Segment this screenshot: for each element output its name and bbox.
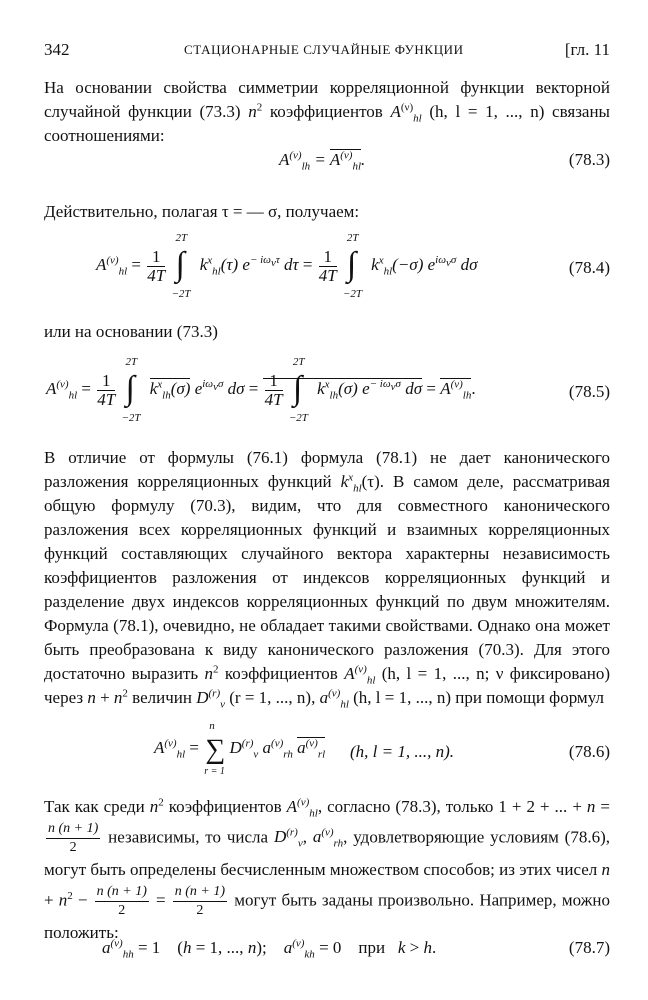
equation-number: (78.6) (568, 742, 610, 761)
running-header (44, 40, 610, 62)
page-number: 342 (44, 40, 70, 59)
equation-78-4: $A^{(\nu)}_{hl}$ = $\frac{1}{4T}$ 2T ∫ −2T $k^x_{hl}(\tau)$ $e^{- i\omega_\nu\tau}$ dτ = $\frac{1}{4T}$ 2T ∫ −2T $k^x_{hl}(-\sigma)$ $e^{i\omega_\nu\sigma}$ dσ (78.4) (96, 232, 610, 300)
book-page (44, 0, 610, 1000)
equation-number: (78.3) (568, 150, 610, 169)
chapter-label: [гл. 11 (564, 40, 610, 59)
paragraph-symmetry: На основании свойства симметрии корреляционной функции векторной случайной функции (73.3) $n^2$ коэффициентов $A^{(\nu)}_{hl}$ (h, l = 1, ..., n) связаны соотношениями: (44, 78, 610, 145)
paragraph-canonical: В отличие от формулы (76.1) формула (78.1) не дает канонического разложения корреляционных функций $k^x_{hl}(\tau)$. В самом деле, рассматривая общую формулу (70.3), видим, что для совместного канонического разложения всех корреляционных функций и взаимных корреляционных функций составляющих случайного вектора характерны независимость коэффициентов разложения от индексов корреляционных функций и разделение двух индексов корреляционных функций по двум множителям. Формула (78.1), очевидно, не обладает такими свойствами. Однако она может быть преобразована к виду канонического разложения (70.3). Для этого достаточно выразить $n^2$ коэффициентов $A^{(\nu)}_{hl}$ (h, l = 1, ..., n; ν фиксировано) через $n + n^2$ величин $D^{(r)}_\nu$ (r = 1, ..., n), $a^{(\nu)}_{hl}$ (h, l = 1, ..., n) при помощи формул (44, 448, 611, 711)
equation-condition: (h, l = 1, ..., n). (350, 742, 455, 761)
paragraph-or-based: или на основании (73.3) (44, 322, 218, 341)
equation-number: (78.5) (568, 382, 610, 401)
equation-number: (78.4) (568, 258, 610, 277)
paragraph-substitution: Действительно, полагая τ = — σ, получаем: (44, 202, 360, 221)
equation-number: (78.7) (568, 938, 610, 957)
running-title: СТАЦИОНАРНЫЕ СЛУЧАЙНЫЕ ФУНКЦИИ (184, 42, 464, 57)
equation-78-7: $a^{(\nu)}_{hh} = 1$ (h = 1, ..., n); $a^{(\nu)}_{kh} = 0$ при k > h. (78.7) (102, 937, 610, 961)
paragraph-arbitrary: Так как среди $n^2$ коэффициентов $A^{(\nu)}_{hl}$, согласно (78.3), только 1 + 2 + ... + n = $\frac{n (n + 1)}{2}$ независимы, то числа $D^{(r)}_\nu$, $a^{(\nu)}_{rh}$, удовлетворяющие условиям (78.6), могут быть определены бесчисленным множеством способов; из этих чисел $n + n^2$ − $\frac{n (n + 1)}{2}$ = $\frac{n (n + 1)}{2}$ могут быть заданы произвольно. Например, можно положить: (44, 796, 611, 942)
equation-78-3: $A^{(\nu)}_{lh} = A^{(\nu)}_{hl}$. (78.3) (279, 149, 610, 173)
equation-78-6: $A^{(\nu)}_{hl}$ = n ∑ r = 1 $D^{(r)}_\nu$ $a^{(\nu)}_{rh}$ $a^{(\nu)}_{rl}$ (h, l = 1, ..., n). (78.6) (154, 720, 610, 777)
equation-78-5: $A^{(\nu)}_{hl}$ = $\frac{1}{4T}$ 2T ∫ −2T $k^x_{lh}(\sigma)$ $e^{i\omega_\nu\sigma}$ dσ = $\frac{1}{4T}$ 2T ∫ −2T $k^x_{lh}(\sigma)$ $e^{- i\omega_\nu\sigma}$ $d\sigma = A^{(\nu)}_{lh}$. (78.5) (46, 356, 610, 424)
